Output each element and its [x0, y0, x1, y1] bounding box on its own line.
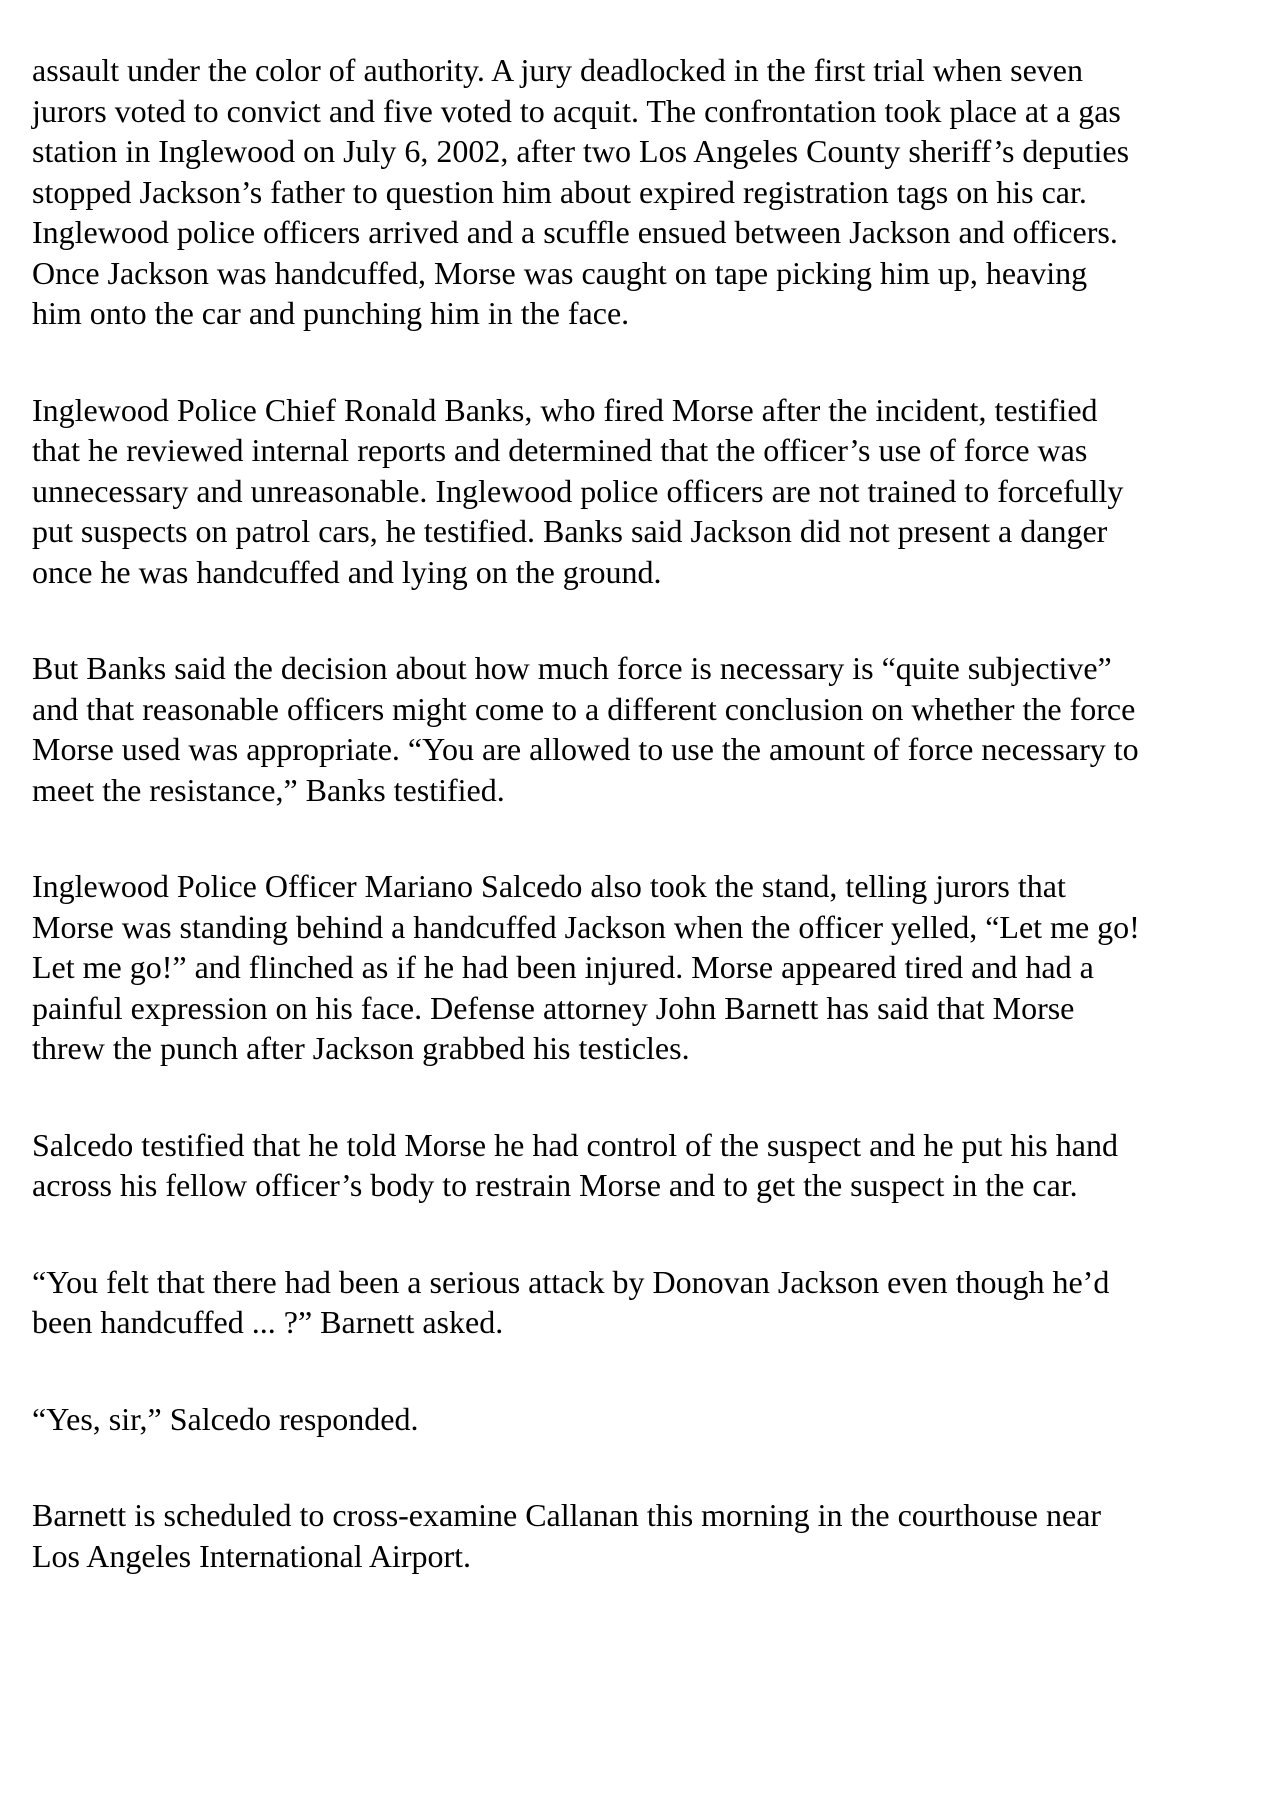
paragraph-4 [32, 866, 1257, 1069]
text-line: stopped Jackson’s father to question him about expired registration tags on his car. [32, 173, 1087, 210]
paragraph-3 [32, 648, 1257, 810]
text-line: But Banks said the decision about how much force is necessary is “quite subjective” [32, 650, 1112, 686]
text-line: Morse was standing behind a handcuffed Jackson when the officer yelled, “Let me go! [32, 908, 1140, 945]
paragraph-6 [32, 1262, 1257, 1343]
text-line: Once Jackson was handcuffed, Morse was caught on tape picking him up, heaving [32, 254, 1088, 291]
text-line: Let me go!” and flinched as if he had been injured. Morse appeared tired and had a [32, 949, 1094, 985]
text-line: Salcedo testified that he told Morse he had control of the suspect and he put his hand [32, 1126, 1118, 1163]
paragraph-2 [32, 390, 1257, 593]
text-line: been handcuffed ... ?” Barnett asked. [32, 1304, 504, 1340]
text-line: once he was handcuffed and lying on the ground. [32, 553, 662, 590]
text-line: Barnett is scheduled to cross-examine Callanan this morning in the courthouse near [32, 1497, 1102, 1533]
text-line: across his fellow officer’s body to restrain Morse and to get the suspect in the car. [32, 1167, 1078, 1203]
paragraph-5 [32, 1125, 1257, 1206]
text-line: that he reviewed internal reports and determined that the officer’s use of force was [32, 432, 1088, 468]
text-line: jurors voted to convict and five voted to acquit. The confrontation took place at a gas [32, 92, 1121, 129]
text-line: him onto the car and punching him in the face. [32, 295, 630, 331]
paragraph-7 [32, 1399, 1257, 1440]
text-line: assault under the color of authority. A jury deadlocked in the first trial when seven [32, 52, 1083, 88]
article-body [32, 50, 1257, 1632]
text-line: “You felt that there had been a serious attack by Donovan Jackson even though he’d [32, 1263, 1110, 1300]
text-line: Inglewood Police Chief Ronald Banks, who fired Morse after the incident, testified [32, 391, 1098, 428]
text-line: meet the resistance,” Banks testified. [32, 771, 505, 808]
text-line: put suspects on patrol cars, he testified. Banks said Jackson did not present a danger [32, 513, 1108, 549]
paragraph-1 [32, 50, 1257, 334]
text-line: painful expression on his face. Defense attorney John Barnett has said that Morse [32, 989, 1075, 1026]
text-line: “Yes, sir,” Salcedo responded. [32, 1400, 419, 1437]
text-line: and that reasonable officers might come to a different conclusion on whether the force [32, 690, 1136, 727]
paragraph-8 [32, 1495, 1257, 1576]
text-line: Inglewood police officers arrived and a scuffle ensued between Jackson and officers. [32, 214, 1118, 250]
text-line: Los Angeles International Airport. [32, 1537, 472, 1574]
text-line: station in Inglewood on July 6, 2002, after two Los Angeles County sheriff’s deputies [32, 133, 1130, 169]
text-line: Morse used was appropriate. “You are allowed to use the amount of force necessary to [32, 731, 1139, 767]
text-line: threw the punch after Jackson grabbed his testicles. [32, 1030, 690, 1066]
text-line: unnecessary and unreasonable. Inglewood police officers are not trained to forcefully [32, 472, 1124, 509]
text-line: Inglewood Police Officer Mariano Salcedo also took the stand, telling jurors that [32, 868, 1066, 904]
